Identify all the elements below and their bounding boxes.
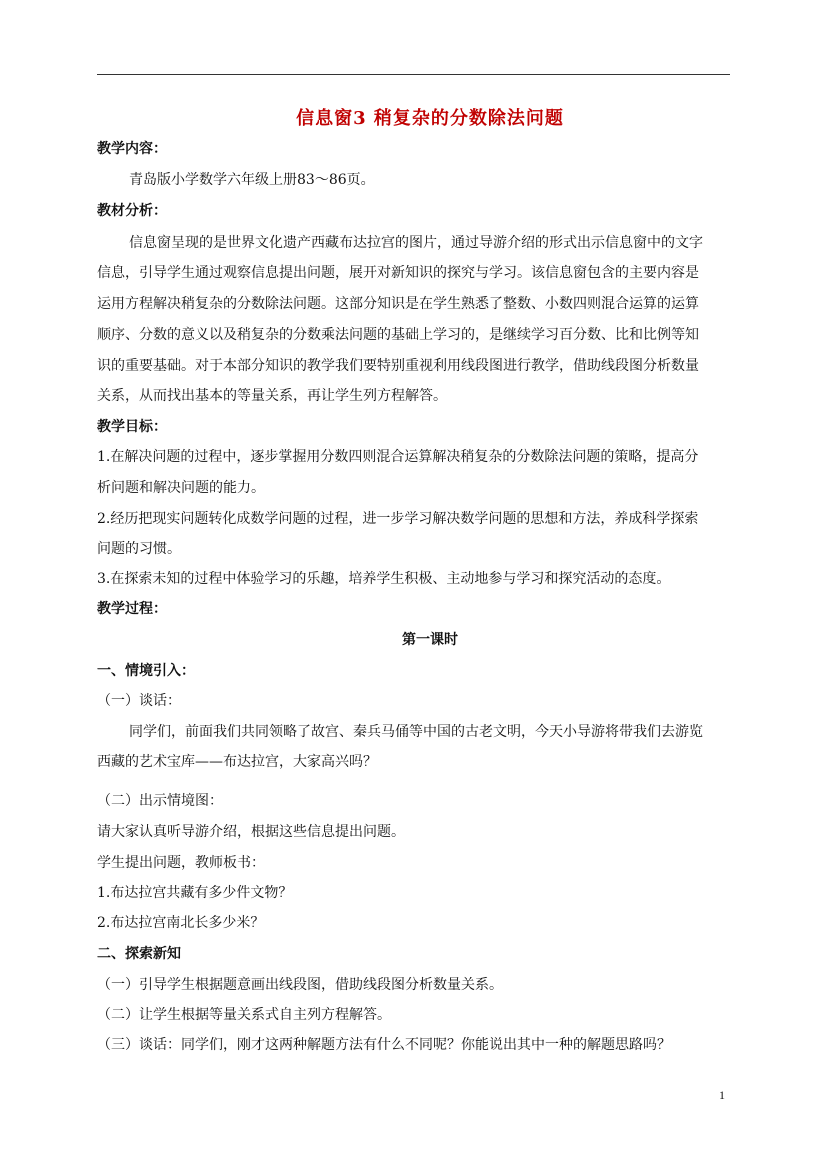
header-rule xyxy=(97,74,730,75)
paragraph-line: 顺序、分数的意义以及稍复杂的分数乘法问题的基础上学习的，是继续学习百分数、比和比例等知 xyxy=(97,327,699,343)
section-heading-process: 教学过程： xyxy=(97,601,167,617)
paragraph-line: 同学们，前面我们共同领略了故宫、秦兵马俑等中国的古老文明，今天小导游将带我们去游览 xyxy=(129,724,703,740)
paragraph-line: （一）引导学生根据题意画出线段图，借助线段图分析数量关系。 xyxy=(97,977,503,993)
paragraph-line: 信息，引导学生通过观察信息提出问题，展开对新知识的探究与学习。该信息窗包含的主要内容是 xyxy=(97,265,699,281)
document-title: 信息窗3 稍复杂的分数除法问题 xyxy=(296,108,564,129)
section-heading-goals: 教学目标： xyxy=(97,419,167,435)
paragraph-line: 信息窗呈现的是世界文化遗产西藏布达拉宫的图片，通过导游介绍的形式出示信息窗中的文字 xyxy=(129,235,703,251)
list-item-line: 析问题和解决问题的能力。 xyxy=(97,480,265,496)
subsection-heading: （二）出示情境图： xyxy=(97,793,223,809)
paragraph-line: 关系，从而找出基本的等量关系，再让学生列方程解答。 xyxy=(97,388,447,404)
paragraph-line: （二）让学生根据等量关系式自主列方程解答。 xyxy=(97,1007,391,1023)
lesson-heading: 第一课时 xyxy=(402,632,458,648)
list-item-line: 问题的习惯。 xyxy=(97,541,181,557)
section-heading-content: 教学内容： xyxy=(97,141,167,157)
list-item-line: 1.布达拉宫共藏有多少件文物？ xyxy=(97,885,293,901)
paragraph-line: （三）谈话：同学们，刚才这两种解题方法有什么不同呢？你能说出其中一种的解题思路吗？ xyxy=(97,1037,671,1053)
section-heading-analysis: 教材分析： xyxy=(97,203,167,219)
list-item-line: 3.在探索未知的过程中体验学习的乐趣，培养学生积极、主动地参与学习和探究活动的态度。 xyxy=(97,571,671,587)
paragraph-line: 西藏的艺术宝库——布达拉宫，大家高兴吗？ xyxy=(97,754,377,770)
paragraph-line: 学生提出问题，教师板书： xyxy=(97,855,265,871)
paragraph-line: 青岛版小学数学六年级上册83～86页。 xyxy=(129,172,375,188)
subsection-heading: （一）谈话： xyxy=(97,693,181,709)
list-item-line: 2.经历把现实问题转化成数学问题的过程，进一步学习解决数学问题的思想和方法，养成科学探索 xyxy=(97,511,699,527)
paragraph-line: 请大家认真听导游介绍，根据这些信息提出问题。 xyxy=(97,824,405,840)
section-heading-explore: 二、探索新知 xyxy=(97,946,181,962)
paragraph-line: 识的重要基础。对于本部分知识的教学我们要特别重视利用线段图进行教学，借助线段图分析数量 xyxy=(97,358,699,374)
list-item-line: 1.在解决问题的过程中，逐步掌握用分数四则混合运算解决稍复杂的分数除法问题的策略，提高分 xyxy=(97,449,699,465)
section-heading-intro: 一、情境引入： xyxy=(97,663,195,679)
paragraph-line: 运用方程解决稍复杂的分数除法问题。这部分知识是在学生熟悉了整数、小数四则混合运算的运算 xyxy=(97,296,699,312)
list-item-line: 2.布达拉宫南北长多少米？ xyxy=(97,915,265,931)
page-number: 1 xyxy=(719,1088,725,1102)
